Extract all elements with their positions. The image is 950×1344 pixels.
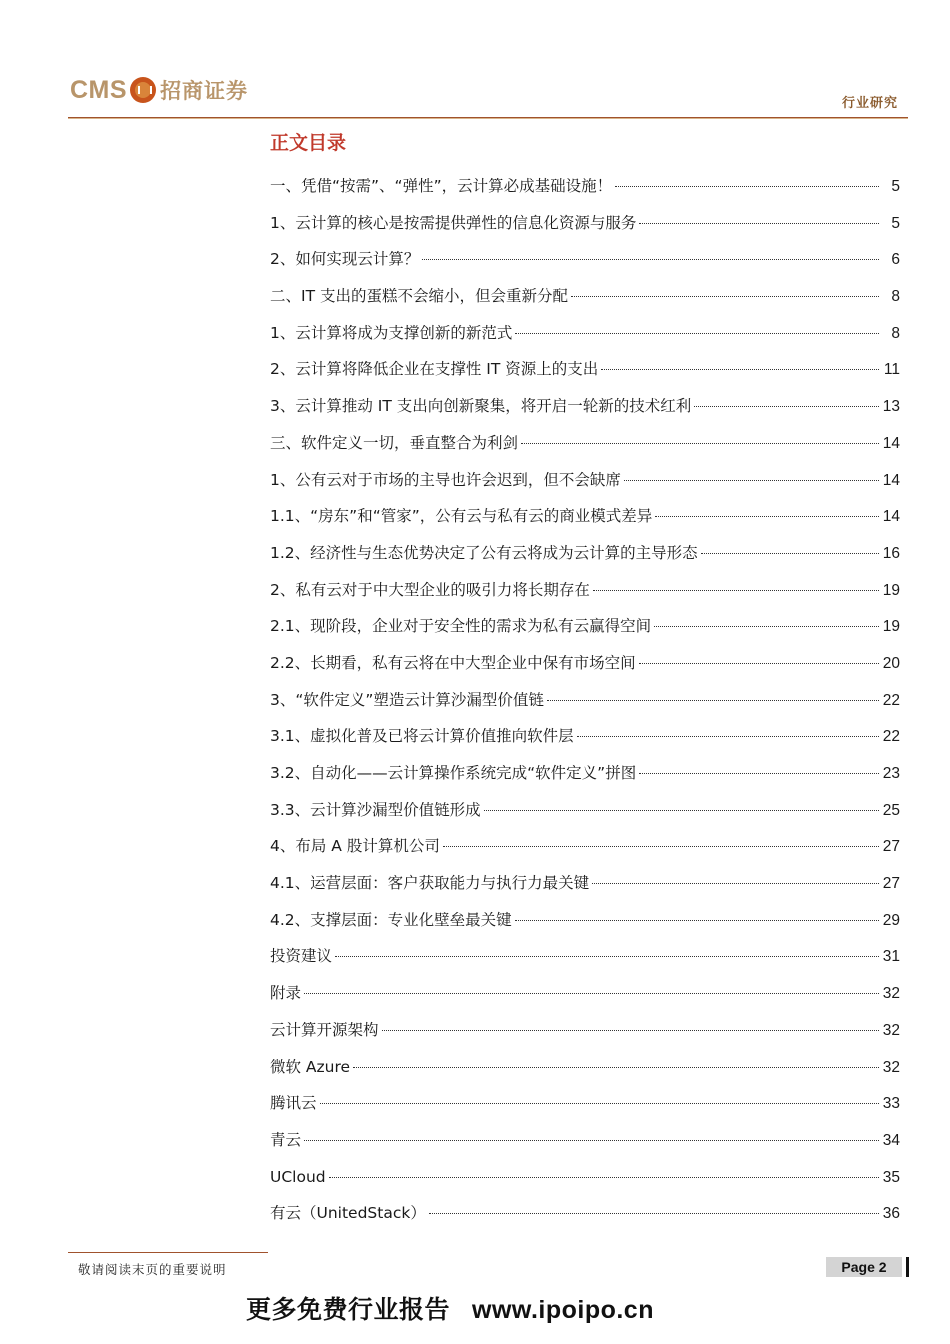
toc-entry-label: 2、云计算将降低企业在支撑性 IT 资源上的支出: [270, 360, 599, 379]
toc-entry[interactable]: [270, 757, 900, 794]
toc-entry[interactable]: [270, 867, 900, 904]
toc-entry-label: 1、公有云对于市场的主导也许会迟到，但不会缺席: [270, 470, 621, 489]
toc-entry-page-number: 14: [882, 471, 900, 489]
toc-dot-leader: [521, 423, 879, 444]
toc-entry-page-number: 5: [891, 178, 900, 195]
toc-entry-page-number: 36: [882, 1205, 900, 1223]
toc-entry-label: 4、布局 A 股计算机公司: [270, 837, 440, 856]
toc-entry[interactable]: [270, 207, 900, 244]
toc-dot-leader: [329, 1157, 879, 1178]
toc-dot-leader: [654, 606, 879, 627]
toc-entry-page-number: 19: [882, 581, 900, 599]
toc-entry[interactable]: [270, 500, 900, 537]
toc-dot-leader: [443, 826, 879, 847]
toc-entry[interactable]: [270, 1124, 900, 1161]
toc-dot-leader: [320, 1083, 879, 1104]
toc-entry[interactable]: [270, 1087, 900, 1124]
toc-entry-label: 3.2、自动化——云计算操作系统完成“软件定义”拼图: [270, 764, 637, 782]
toc-dot-leader: [484, 790, 879, 811]
toc-entry-page-number: 22: [882, 691, 900, 709]
toc-entry-page-number: 11: [883, 361, 900, 379]
toc-entry-page-number: 35: [882, 1168, 900, 1186]
toc-dot-leader: [515, 313, 879, 334]
cms-logo: [70, 72, 248, 108]
toc-entry[interactable]: [270, 647, 900, 684]
toc-entry-label: 3、“软件定义”塑造云计算沙漏型价值链: [270, 690, 544, 709]
logo-chinese-text: 招商证券: [160, 79, 249, 103]
toc-dot-leader: [601, 349, 879, 370]
toc-entry-page-number: 23: [882, 765, 900, 782]
toc-entry-label: 3.3、云计算沙漏型价值链形成: [270, 800, 481, 819]
toc-entry-label: 3、云计算推动 IT 支出向创新聚集，将开启一轮新的技术红利: [270, 397, 692, 416]
header-divider-accent: [68, 118, 908, 119]
toc-entry-label: 有云（UnitedStack）: [270, 1204, 426, 1223]
toc-dot-leader: [577, 716, 879, 737]
toc-dot-leader: [701, 533, 879, 554]
toc-entry-label: 1、云计算的核心是按需提供弹性的信息化资源与服务: [270, 213, 637, 232]
toc-dot-leader: [429, 1193, 879, 1214]
toc-entry-label: 一、凭借“按需”、“弹性”，云计算必成基础设施！: [270, 177, 613, 195]
toc-entry[interactable]: [270, 977, 900, 1014]
toc-entry-page-number: 29: [882, 911, 900, 929]
toc-dot-leader: [547, 680, 879, 701]
toc-dot-leader: [639, 643, 879, 664]
toc-dot-leader: [615, 166, 879, 187]
toc-entry-label: 2.1、现阶段，企业对于安全性的需求为私有云赢得空间: [270, 617, 652, 636]
toc-entry[interactable]: [270, 464, 900, 501]
toc-entry-label: UCloud: [270, 1167, 326, 1186]
toc-dot-leader: [655, 496, 879, 517]
toc-entry-page-number: 14: [882, 508, 900, 526]
toc-entry-label: 2、私有云对于中大型企业的吸引力将长期存在: [270, 580, 590, 599]
toc-entry[interactable]: [270, 427, 900, 464]
toc-entry[interactable]: [270, 610, 900, 647]
toc-entry-page-number: 6: [891, 251, 900, 269]
toc-entry-page-number: 32: [882, 1058, 900, 1076]
toc-entry[interactable]: [270, 720, 900, 757]
page-badge-bar: [906, 1257, 909, 1277]
toc-entry-page-number: 22: [882, 728, 900, 746]
toc-entry-page-number: 27: [882, 838, 900, 856]
footer-divider: [68, 1252, 268, 1253]
toc-dot-leader: [593, 570, 879, 591]
toc-dot-leader: [592, 863, 879, 884]
toc-entry-page-number: 5: [891, 214, 900, 232]
toc-entry-page-number: 34: [882, 1131, 900, 1149]
toc-dot-leader: [515, 900, 879, 921]
toc-entry-page-number: 8: [891, 324, 900, 342]
toc-entry-label: 腾讯云: [270, 1094, 317, 1113]
toc-entry[interactable]: [270, 353, 900, 390]
toc-entry-page-number: 27: [882, 875, 900, 893]
section-label: 行业研究: [841, 96, 898, 111]
toc-entry-page-number: 32: [882, 985, 900, 1003]
toc-entry[interactable]: [270, 243, 900, 280]
toc-entry-page-number: 13: [882, 398, 900, 416]
table-of-contents: [270, 170, 900, 1234]
toc-entry-page-number: 8: [891, 288, 900, 306]
toc-entry-page-number: 16: [882, 544, 900, 562]
toc-entry-label: 附录: [270, 984, 302, 1003]
toc-title: 正文目录: [270, 132, 347, 154]
toc-dot-leader: [304, 1120, 879, 1141]
toc-entry[interactable]: [270, 904, 900, 941]
toc-entry-label: 3.1、虚拟化普及已将云计算价值推向软件层: [270, 727, 574, 746]
toc-entry-label: 云计算开源架构: [270, 1020, 379, 1039]
toc-entry[interactable]: [270, 280, 900, 317]
toc-entry-page-number: 20: [882, 654, 900, 672]
toc-entry-label: 1.1、“房东”和“管家”，公有云与私有云的商业模式差异: [270, 507, 653, 526]
footer-disclaimer-note: 敬请阅读末页的重要说明: [78, 1262, 227, 1277]
page-header: [0, 0, 950, 125]
toc-dot-leader: [694, 386, 879, 407]
toc-dot-leader: [624, 460, 879, 481]
toc-dot-leader: [335, 936, 879, 957]
toc-entry-label: 4.2、支撑层面：专业化壁垒最关键: [270, 910, 512, 929]
toc-entry[interactable]: [270, 170, 900, 207]
toc-entry-label: 微软 Azure: [270, 1057, 351, 1076]
toc-entry-page-number: 31: [882, 948, 900, 966]
toc-entry[interactable]: [270, 1014, 900, 1051]
toc-entry[interactable]: [270, 390, 900, 427]
toc-entry-label: 4.1、运营层面：客户获取能力与执行力最关键: [270, 874, 590, 893]
toc-dot-leader: [571, 276, 879, 297]
toc-entry[interactable]: [270, 1197, 900, 1234]
toc-entry-label: 2.2、长期看，私有云将在中大型企业中保有市场空间: [270, 653, 636, 672]
toc-entry[interactable]: [270, 1161, 900, 1198]
toc-entry[interactable]: [270, 1051, 900, 1088]
toc-entry-label: 二、IT 支出的蛋糕不会缩小，但会重新分配: [270, 287, 568, 306]
toc-entry-label: 投资建议: [270, 947, 333, 966]
toc-entry-label: 1.2、经济性与生态优势决定了公有云将成为云计算的主导形态: [270, 543, 698, 562]
toc-entry-page-number: 25: [882, 801, 900, 819]
toc-entry[interactable]: [270, 537, 900, 574]
toc-entry-label: 1、云计算将成为支撑创新的新范式: [270, 323, 513, 342]
promo-banner: [0, 1290, 900, 1326]
toc-entry[interactable]: [270, 684, 900, 721]
toc-entry-page-number: 32: [882, 1021, 900, 1039]
toc-dot-leader: [353, 1047, 879, 1068]
cms-emblem-icon: [130, 77, 156, 103]
toc-entry[interactable]: [270, 574, 900, 611]
toc-entry[interactable]: [270, 940, 900, 977]
toc-dot-leader: [422, 239, 879, 260]
page-number-badge: Page 2: [826, 1257, 902, 1277]
toc-entry-page-number: 14: [882, 434, 900, 452]
toc-entry-label: 2、如何实现云计算？: [270, 250, 420, 269]
promo-text: 更多免费行业报告: [246, 1295, 451, 1324]
toc-entry[interactable]: [270, 830, 900, 867]
toc-entry[interactable]: [270, 794, 900, 831]
toc-entry-page-number: 19: [882, 618, 900, 636]
toc-entry-page-number: 33: [882, 1095, 900, 1113]
toc-dot-leader: [382, 1010, 879, 1031]
toc-dot-leader: [304, 973, 879, 994]
toc-dot-leader: [639, 753, 879, 774]
toc-entry-label: 三、软件定义一切，垂直整合为利剑: [270, 433, 519, 452]
toc-entry[interactable]: [270, 317, 900, 354]
toc-entry-label: 青云: [270, 1130, 302, 1149]
logo-latin-text: CMS: [70, 75, 128, 104]
promo-url-link[interactable]: www.ipoipo.cn: [472, 1296, 654, 1324]
toc-dot-leader: [639, 203, 879, 224]
